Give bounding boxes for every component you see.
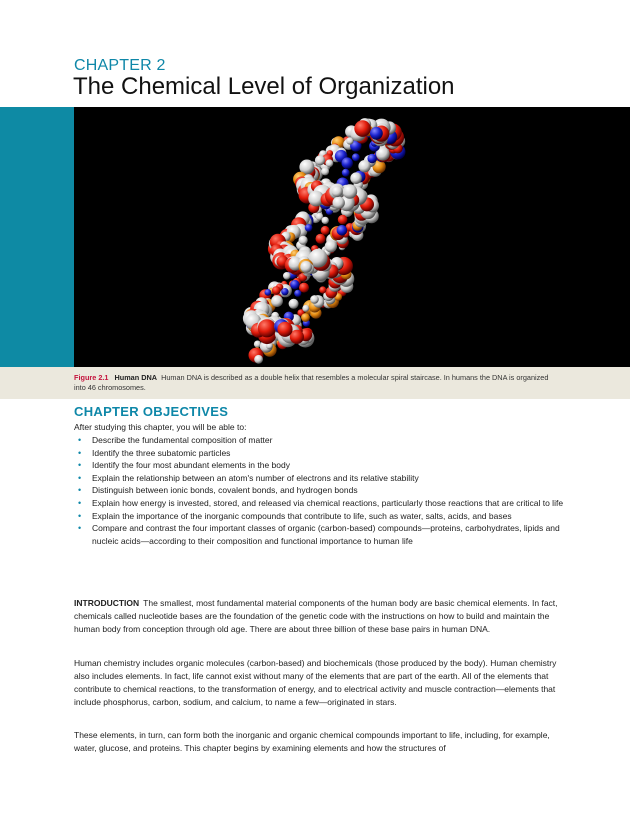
atom-sphere xyxy=(301,313,310,322)
atom-sphere xyxy=(352,153,360,161)
objective-text: Explain the importance of the inorganic compounds that contribute to life, such as water, salts, acids, and bases xyxy=(92,510,512,521)
bullet-icon: • xyxy=(78,447,82,458)
objective-item xyxy=(74,510,564,523)
objective-text: Identify the four most abundant elements in the body xyxy=(92,460,290,471)
bullet-icon: • xyxy=(78,472,82,483)
atom-sphere xyxy=(265,289,272,296)
atom-sphere xyxy=(321,226,330,235)
bullet-icon: • xyxy=(78,497,82,508)
objective-item xyxy=(74,459,564,472)
atom-sphere xyxy=(305,224,313,232)
objective-item xyxy=(74,434,564,447)
introduction-lead: INTRODUCTION xyxy=(74,598,140,608)
objectives-heading: CHAPTER OBJECTIVES xyxy=(74,404,229,419)
dna-helix-image xyxy=(74,107,630,367)
atom-sphere xyxy=(290,280,299,289)
chapter-number: CHAPTER 2 xyxy=(74,57,166,74)
body-paragraph-2: Human chemistry includes organic molecules (carbon-based) and biochemicals (those produced by the body). Human chemistry also includes elements. In fact, life cannot exist without many of the elements that are part of the earth. All of the elements that contribute to chemical reactions, to the transformation of energy, and to electrical activity and muscle contraction—elements that include phosphorus, carbon, sodium, and calcium, to name a few—originated in stars. xyxy=(74,658,557,707)
atom-sphere xyxy=(281,288,288,295)
objective-item xyxy=(74,472,564,485)
objective-item xyxy=(74,447,564,460)
atom-sphere xyxy=(370,127,383,140)
bullet-icon: • xyxy=(78,460,82,471)
atom-sphere xyxy=(333,197,345,209)
objectives-intro: After studying this chapter, you will be able to: xyxy=(74,422,247,432)
bullet-icon: • xyxy=(78,485,82,496)
objective-item xyxy=(74,497,564,510)
atom-sphere xyxy=(254,355,263,364)
introduction-paragraph xyxy=(74,597,559,636)
introduction-text: The smallest, most fundamental material components of the human body are basic chemical elements. In fact, chemicals called nucleotide bases are the foundation of the genetic code with the instructions on how to build and maintain the human body from conception through old age. There are about three billion of these base pairs in human DNA. xyxy=(74,598,558,634)
atom-sphere xyxy=(338,215,348,225)
objective-text: Explain the relationship between an atom's number of electrons and its relative stability xyxy=(92,472,419,483)
atom-sphere xyxy=(294,290,301,297)
atom-sphere xyxy=(322,217,329,224)
atom-sphere xyxy=(367,154,376,163)
atom-sphere xyxy=(289,299,299,309)
objective-text: Explain how energy is invested, stored, and released via chemical reactions, particularly those reactions that are critical to life xyxy=(92,497,564,508)
atom-sphere xyxy=(277,322,292,337)
atom-sphere xyxy=(337,225,348,236)
figure-caption xyxy=(74,373,554,393)
atom-sphere xyxy=(326,159,334,167)
objective-item xyxy=(74,484,564,497)
objective-text: Identify the three subatomic particles xyxy=(92,447,231,458)
atom-sphere xyxy=(350,172,362,184)
atom-sphere xyxy=(272,286,281,295)
figure-name: Human DNA xyxy=(114,373,158,382)
atom-sphere xyxy=(315,155,325,165)
objective-text: Compare and contrast the four important classes of organic (carbon-based) compounds—proteins, carbohydrates, lipids and nucleic acids—according to their composition and functional importance to human life xyxy=(92,523,560,546)
atom-sphere xyxy=(321,167,329,175)
bullet-icon: • xyxy=(78,510,82,521)
atom-sphere xyxy=(343,184,358,199)
atom-sphere xyxy=(319,286,326,293)
objective-item xyxy=(74,522,564,547)
objective-text: Distinguish between ionic bonds, covalent bonds, and hydrogen bonds xyxy=(92,485,358,496)
atom-sphere xyxy=(354,120,371,137)
teal-accent-bar xyxy=(0,107,74,367)
atom-sphere xyxy=(316,234,326,244)
atom-sphere xyxy=(310,295,319,304)
atom-sphere xyxy=(258,319,276,337)
atom-sphere xyxy=(331,186,342,197)
atom-sphere xyxy=(342,169,350,177)
atom-sphere xyxy=(342,157,353,168)
atom-sphere xyxy=(283,272,291,280)
chapter-title: The Chemical Level of Organization xyxy=(73,73,455,100)
atom-sphere xyxy=(302,305,309,312)
body-paragraph-3: These elements, in turn, can form both the inorganic and organic chemical compounds important to life, including, for example, water, glucose, and proteins. This chapter begins by examining elements and how the structures of xyxy=(74,730,550,753)
bullet-icon: • xyxy=(78,523,82,534)
bullet-icon: • xyxy=(78,435,82,445)
atom-sphere xyxy=(300,261,312,273)
dna-figure xyxy=(74,107,630,367)
figure-caption-text: Human DNA is described as a double helix that resembles a molecular spiral staircase. In humans the DNA is organized into 46 chromosomes. xyxy=(74,373,549,392)
objectives-list xyxy=(74,434,564,547)
atom-sphere xyxy=(299,236,308,245)
figure-label: Figure 2.1 xyxy=(74,373,109,382)
objective-text: Describe the fundamental composition of matter xyxy=(92,435,273,445)
atom-sphere xyxy=(271,295,283,307)
atom-sphere xyxy=(325,240,337,252)
